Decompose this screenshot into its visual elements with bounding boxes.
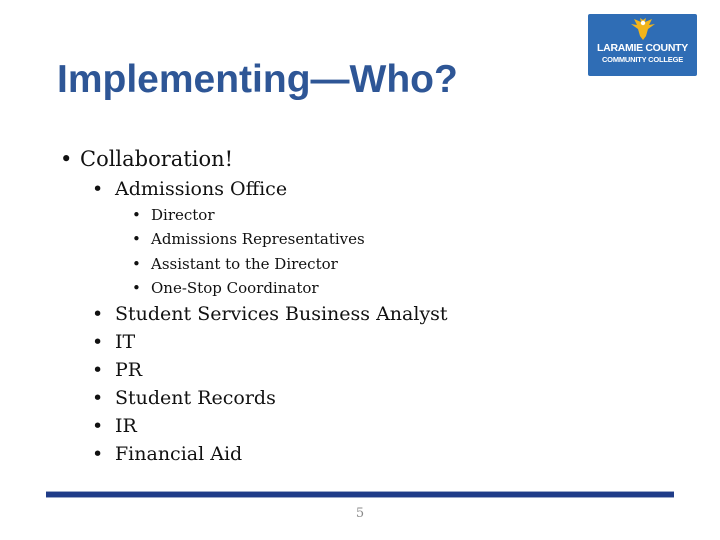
slide-title: Implementing—Who? bbox=[57, 58, 458, 101]
eagle-icon bbox=[628, 16, 658, 42]
bullet-text: Student Records bbox=[115, 387, 276, 409]
logo-line-1: LARAMIE COUNTY bbox=[597, 42, 688, 54]
sub-bullet-text: One-Stop Coordinator bbox=[151, 279, 319, 297]
bullet-icon: • bbox=[92, 415, 104, 437]
sub-bullet-text: Admissions Representatives bbox=[151, 230, 365, 248]
bullet-icon: • bbox=[132, 279, 141, 297]
bullet-icon: • bbox=[92, 443, 104, 465]
bullet-icon: • bbox=[132, 255, 141, 273]
bullet-text: IR bbox=[115, 415, 137, 437]
bullet-text: Admissions Office bbox=[115, 178, 288, 200]
logo-line-2: COMMUNITY COLLEGE bbox=[601, 55, 684, 64]
bullet-icon: • bbox=[92, 331, 104, 353]
bullet-icon: • bbox=[132, 230, 141, 248]
bullet-icon: • bbox=[132, 206, 141, 224]
bullet-text: IT bbox=[115, 331, 136, 353]
sub-bullet-text: Director bbox=[151, 206, 215, 224]
bullet-text: Financial Aid bbox=[115, 443, 243, 465]
bullet-icon: • bbox=[92, 178, 104, 200]
college-logo bbox=[588, 14, 697, 76]
sub-bullet-text: Assistant to the Director bbox=[151, 255, 338, 273]
bullet-text: PR bbox=[115, 359, 143, 381]
bullet-text: Collaboration! bbox=[80, 147, 234, 171]
bullet-icon: • bbox=[92, 387, 104, 409]
bullet-icon: • bbox=[92, 359, 104, 381]
bullet-text: Student Services Business Analyst bbox=[115, 303, 448, 325]
page-number: 5 bbox=[355, 506, 365, 521]
footer-divider bbox=[46, 491, 674, 498]
bullet-icon: • bbox=[92, 303, 104, 325]
bullet-icon: • bbox=[60, 147, 73, 171]
